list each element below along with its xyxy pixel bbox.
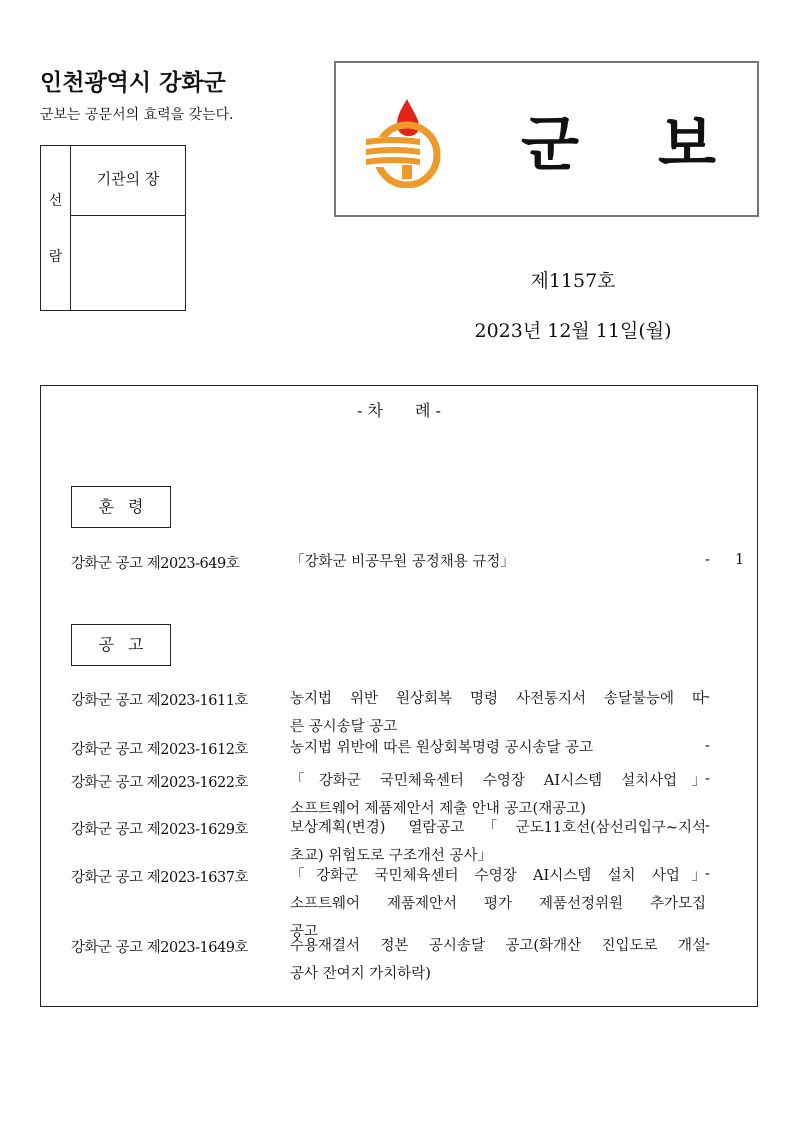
entry-dash: - [705, 689, 710, 705]
entry-title-line: 소프트웨어 제품제안서 제출 안내 공고(재공고) [290, 801, 586, 817]
approval-box [40, 145, 186, 311]
issue-date: 2023년 12월 11일(월) [474, 320, 672, 342]
entry-title-line: 른 공시송달 공고 [290, 719, 398, 735]
entry-number: 강화군 공고 제2023-1629호 [71, 822, 248, 838]
approval-side-column [41, 146, 71, 310]
entry-number: 강화군 공고 제2023-1622호 [71, 775, 248, 791]
entry-title-line: 소프트웨어 제품제안서 평가 제품선정위원 추가모집 [290, 896, 706, 912]
entry-title-line: 공사 잔여지 가치하락) [290, 966, 431, 982]
entry-dash: - [705, 936, 710, 952]
entry-number: 강화군 공고 제2023-649호 [71, 556, 240, 572]
issue-number: 제1157호 [530, 270, 616, 292]
section-label-notice: 공고 [71, 624, 171, 666]
approval-side-label-1: 선 [48, 193, 63, 209]
entry-number: 강화군 공고 제2023-1649호 [71, 940, 248, 956]
motto: 군보는 공문서의 효력을 갖는다. [40, 107, 234, 123]
entry-title-line: 초교) 위험도로 구조개선 공사」 [290, 848, 493, 864]
entry-dash: - [705, 738, 710, 754]
entry-title-line: 보상계획(변경) 열람공고「군도11호선(삼선리입구~지석 [290, 820, 706, 836]
approval-side-label-2: 람 [48, 249, 63, 265]
toc-heading: - 차 례 - [357, 401, 441, 420]
table-of-contents [40, 385, 758, 1007]
entry-title-line: 농지법 위반에 따른 원상회복명령 공시송달 공고 [290, 740, 594, 756]
entry-number: 강화군 공고 제2023-1637호 [71, 870, 248, 886]
entry-number: 강화군 공고 제2023-1611호 [71, 693, 248, 709]
entry-title-line: 「강화군 국민체육센터 수영장 AI시스템 설치사업」 [290, 773, 706, 789]
county-emblem-icon [362, 93, 452, 188]
entry-dash: - [705, 552, 710, 568]
approval-header: 기관의 장 [71, 146, 185, 216]
entry-title-line: 공고 [290, 924, 319, 940]
entry-number: 강화군 공고 제2023-1612호 [71, 742, 248, 758]
entry-title-line: 수용재결서 정본 공시송달 공고(화개산 진입도로 개설 [290, 938, 706, 954]
entry-dash: - [705, 866, 710, 882]
organization-name: 인천광역시 강화군 [40, 70, 226, 96]
entry-dash: - [705, 771, 710, 787]
masthead-title-1: 군 [521, 110, 579, 180]
entry-title-line: 「강화군 국민체육센터 수영장 AI시스템 설치 사업」 [290, 868, 706, 884]
entry-dash: - [705, 818, 710, 834]
masthead [334, 61, 759, 217]
masthead-title-2: 보 [658, 110, 716, 180]
entry-title: 「강화군 비공무원 공정채용 규정」 [290, 554, 515, 570]
entry-title-line: 농지법 위반 원상회복 명령 사전통지서 송달불능에 따 [290, 691, 706, 707]
section-label-directive: 훈령 [71, 486, 171, 528]
entry-page: 1 [735, 552, 745, 568]
